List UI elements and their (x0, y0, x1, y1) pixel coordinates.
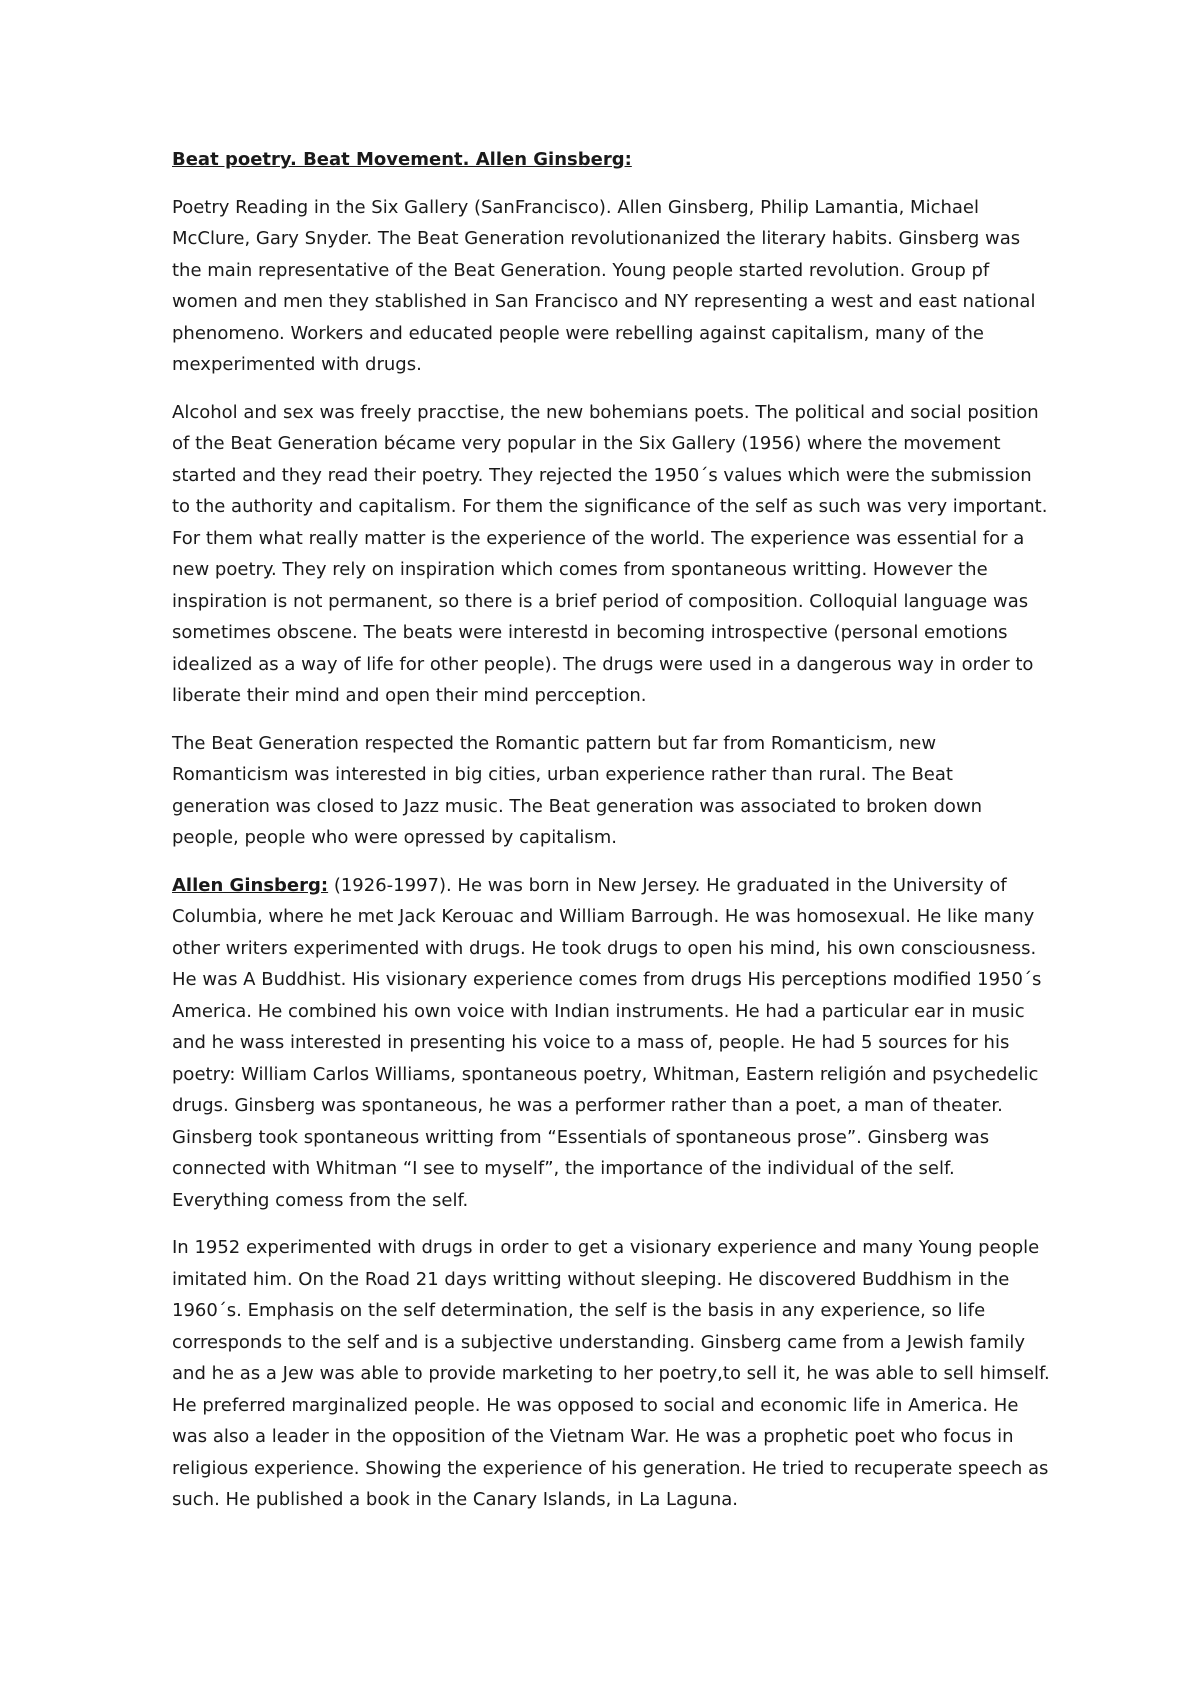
paragraph-six-gallery: Poetry Reading in the Six Gallery (SanFrancisco). Allen Ginsberg, Philip Lamantia, Michael McClure, Gary Snyder. The Beat Generation revolutionanized the literary habits. Ginsberg was the main representative of the Beat Generation. Young people started revolution. Group pf women and men they stablished in San Francisco and NY representing a west and east national phenomeno. Workers and educated people were rebelling against capitalism, many of the mexperimented with drugs. (172, 196, 1036, 375)
document-body (172, 144, 1052, 1532)
paragraph-bohemians: Alcohol and sex was freely pracctise, the new bohemians poets. The political and social position of the Beat Generation bécame very popular in the Six Gallery (1956) where the movement started and they read their poetry. They rejected the 1950´s values which were the submission to the authority and capitalism. For them the significance of the self as such was very important. For them what really matter is the experience of the world. The experience was essential for a new poetry. They rely on inspiration which comes from spontaneous writting. However the inspiration is not permanent, so there is a brief period of composition. Colloquial language was sometimes obscene. The beats were interestd in becoming introspective (personal emotions idealized as a way of life for other people). The drugs were used in a dangerous way in order to liberate their mind and open their mind percception. (172, 401, 1048, 706)
paragraph-allen-ginsberg (172, 870, 1052, 1217)
ginsberg-heading: Allen Ginsberg: (172, 874, 329, 896)
ginsberg-biography: (1926-1997). He was born in New Jersey. He graduated in the University of Columbia, where he met Jack Kerouac and William Barrough. He was homosexual. He like many other writers experimented with drugs. He took drugs to open his mind, his own consciousness. He was A Buddhist. His visionary experience comes from drugs His perceptions modified 1950´s America. He combined his own voice with Indian instruments. He had a particular ear in music and he wass interested in presenting his voice to a mass of, people. He had 5 sources for his poetry: William Carlos Williams, spontaneous poetry, Whitman, Eastern religión and psychedelic drugs. Ginsberg was spontaneous, he was a performer rather than a poet, a man of theater. Ginsberg took spontaneous writting from “Essentials of spontaneous prose”. Ginsberg was connected with Whitman “I see to myself”, the importance of the individual of the self. Everything comess from the self. (172, 874, 1042, 1211)
paragraph-1952: In 1952 experimented with drugs in order to get a visionary experience and many Young people imitated him. On the Road 21 days writting without sleeping. He discovered Buddhism in the 1960´s. Emphasis on the self determination, the self is the basis in any experience, so life corresponds to the self and is a subjective understanding. Ginsberg came from a Jewish family and he as a Jew was able to provide marketing to her poetry,to sell it, he was able to sell himself. He preferred marginalized people. He was opposed to social and economic life in America. He was also a leader in the opposition of the Vietnam War. He was a prophetic poet who focus in religious experience. Showing the experience of his generation. He tried to recuperate speech as such. He published a book in the Canary Islands, in La Laguna. (172, 1237, 1050, 1510)
document-title: Beat poetry. Beat Movement. Allen Ginsberg: (172, 149, 632, 170)
paragraph-romantic-pattern: The Beat Generation respected the Romantic pattern but far from Romanticism, new Romanticism was interested in big cities, urban experience rather than rural. The Beat generation was closed to Jazz music. The Beat generation was associated to broken down people, people who were opressed by capitalism. (172, 732, 983, 848)
